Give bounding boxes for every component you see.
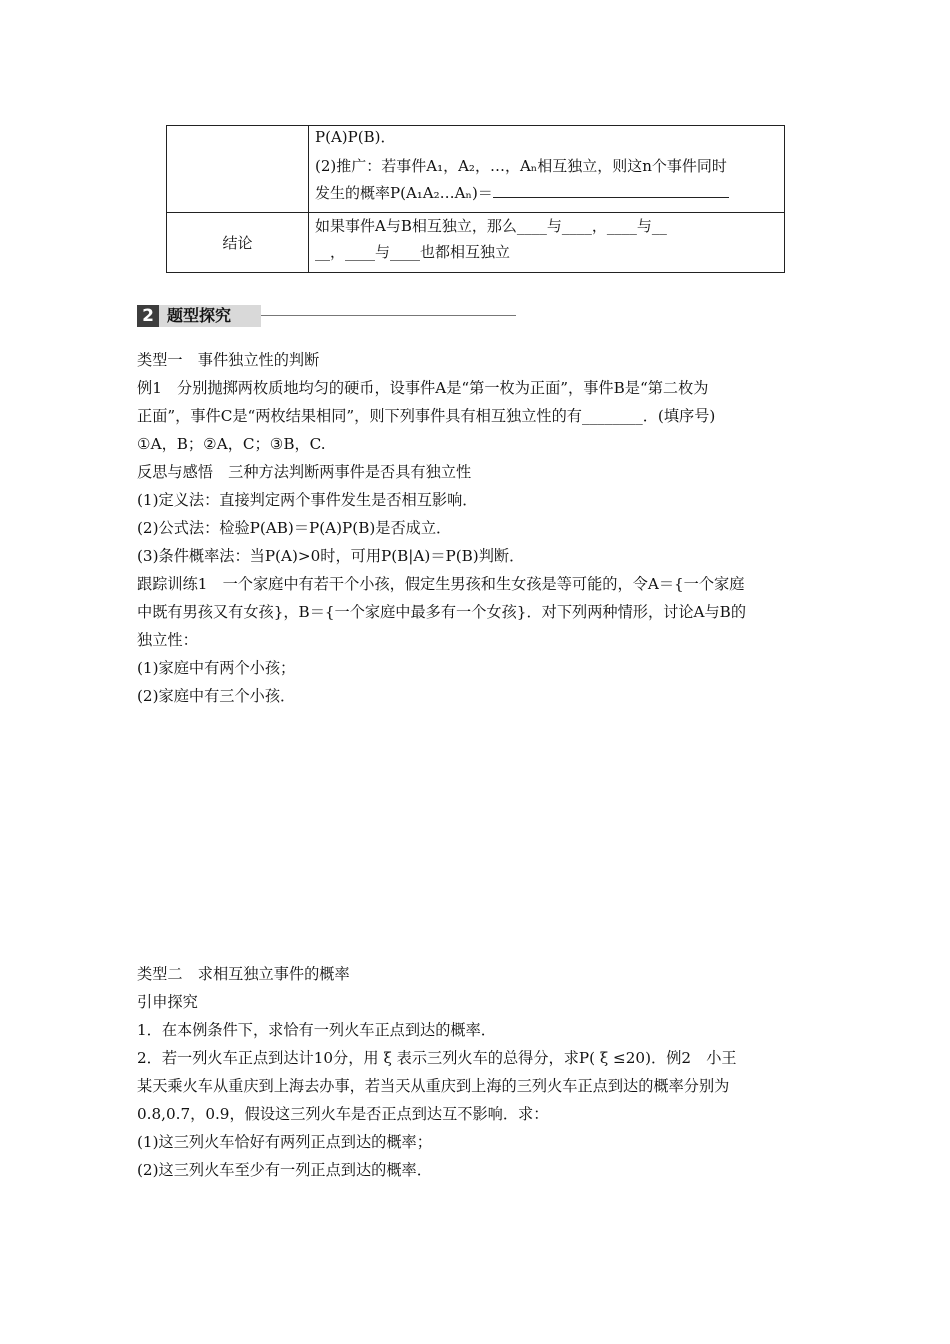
example1-options: ①A，B；②A，C；③B，C.	[137, 435, 326, 453]
table-text-line: P(A)P(B)．	[315, 128, 396, 146]
reflection-heading: 反思与感悟 三种方法判断两事件是否具有独立性	[137, 463, 472, 481]
type1-heading: 类型一 事件独立性的判断	[137, 351, 320, 369]
table-text-fragment: 发生的概率P(A₁A₂…Aₙ)＝	[315, 184, 493, 202]
table-text-line: (2)推广：若事件A₁，A₂，…，Aₙ相互独立，则这n个事件同时	[315, 157, 727, 175]
extension-item: 1．在本例条件下，求恰有一列火车正点到达的概率．	[137, 1021, 496, 1039]
example2-text: 某天乘火车从重庆到上海去办事，若当天从重庆到上海的三列火车正点到达的概率分别为	[137, 1077, 730, 1095]
tracking-exercise-text: 独立性：	[137, 631, 198, 649]
reflection-item: (2)公式法：检验P(AB)＝P(A)P(B)是否成立．	[137, 519, 452, 537]
section-title: 题型探究	[167, 306, 232, 325]
extension-item: 2．若一列火车正点到达计10分，用 ξ 表示三列火车的总得分，求P( ξ ≤20)．例2 小王	[137, 1049, 737, 1067]
tracking-exercise-text: 中既有男孩又有女孩}，B＝{一个家庭中最多有一个女孩}．对下列两种情形，讨论A与B的	[137, 603, 747, 621]
table-row	[167, 126, 785, 213]
reflection-item: (1)定义法：直接判定两个事件发生是否相互影响．	[137, 491, 478, 509]
reflection-item: (3)条件概率法：当P(A)>0时，可用P(B|A)＝P(B)判断．	[137, 547, 525, 565]
example2-question: (2)这三列火车至少有一列正点到达的概率．	[137, 1161, 432, 1179]
tracking-exercise-text: 跟踪训练1 一个家庭中有若干个小孩，假定生男孩和生女孩是等可能的，令A＝{一个家庭	[137, 575, 745, 593]
section-divider	[261, 315, 516, 316]
definition-table	[166, 125, 785, 273]
section-number: 2	[137, 305, 159, 327]
table-text-line: __，____与____也都相互独立	[315, 243, 511, 261]
table-content-cell	[309, 213, 785, 273]
table-text-line: 如果事件A与B相互独立，那么____与____，____与__	[315, 217, 667, 235]
table-header-cell-empty	[167, 126, 309, 213]
fill-in-blank	[493, 183, 729, 198]
table-header-cell: 结论	[167, 213, 309, 273]
example1-text: 例1 分别抛掷两枚质地均匀的硬币，设事件A是“第一枚为正面”，事件B是“第二枚为	[137, 379, 709, 397]
table-text-line	[315, 183, 778, 212]
extension-heading: 引申探究	[137, 993, 198, 1011]
section-badge	[137, 305, 261, 327]
example1-text: 正面”，事件C是“两枚结果相同”，则下列事件具有相互独立性的有________．(填序号)	[137, 407, 716, 425]
table-row	[167, 213, 785, 273]
tracking-question: (1)家庭中有两个小孩；	[137, 659, 296, 677]
tracking-question: (2)家庭中有三个小孩．	[137, 687, 296, 705]
table-content-cell	[309, 126, 785, 213]
type2-heading: 类型二 求相互独立事件的概率	[137, 965, 350, 983]
example2-text: 0.8,0.7，0.9，假设这三列火车是否正点到达互不影响．求：	[137, 1105, 549, 1123]
example2-question: (1)这三列火车恰好有两列正点到达的概率；	[137, 1133, 432, 1151]
